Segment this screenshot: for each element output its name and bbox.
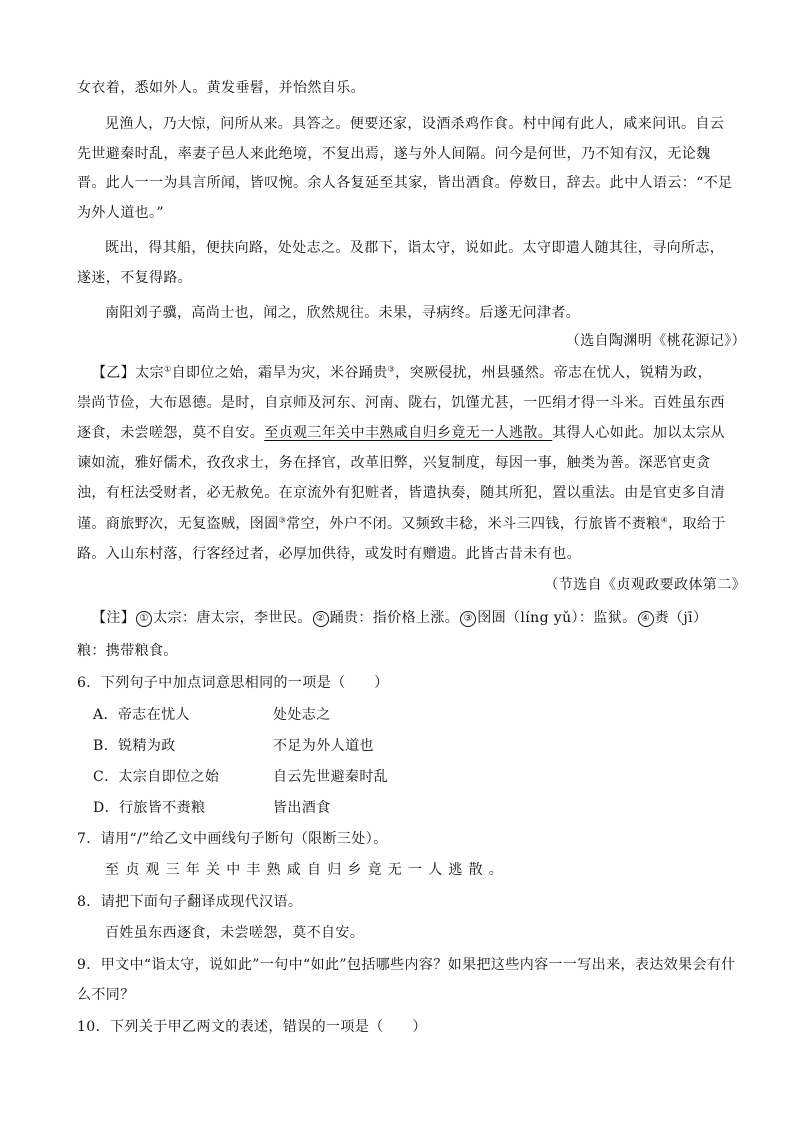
text-run: ，突厥侵扰，州县骚然。帝志在忧人，锐精为政， — [395, 365, 712, 381]
question-9-continued: 么不同？ — [77, 987, 135, 1003]
option-b[interactable] — [93, 736, 763, 756]
notes-line — [92, 608, 762, 628]
text-run: 逐食，未尝嗟怨，莫不自安。 — [77, 425, 265, 441]
passage-line: 崇尚节俭，大布恩德。是时，自京师及河东、河南、陇右，饥馑尤甚，一匹绢才得一斗米。百姓虽东西 — [77, 395, 725, 411]
footnote-marker: ④ — [660, 515, 669, 525]
passage-source: （选自陶渊明《桃花源记》） — [565, 333, 746, 349]
option-text: 处处志之 — [273, 707, 331, 723]
passage-line: 先世避秦时乱，率妻子邑人来此绝境，不复出焉，遂与外人间隔。问今是何世，乃不知有汉，无论魏 — [77, 146, 711, 162]
text-run: ，取给于 — [668, 516, 726, 532]
question-6: 6．下列句子中加点词意思相同的一项是（ ） — [77, 675, 389, 691]
notes-tag: 【注】 — [92, 610, 136, 626]
footnote-marker: ③ — [387, 364, 396, 374]
passage-line: 谏如流，雅好儒术，孜孜求士，务在择官，改革旧弊，兴复制度，每因一事，触类为善。深恶官吏贪 — [77, 455, 711, 471]
passage-line: 晋。此人一一为具言所闻，皆叹惋。余人各复延至其家，皆出酒食。停数日，辞去。此中人语云：“不足 — [77, 175, 733, 191]
notes-line: 粮：携带粮食。 — [77, 643, 178, 659]
passage-line: 女衣着，悉如外人。黄发垂髫，并怡然自乐。 — [77, 80, 365, 96]
note-text: 踊贵：指价格上涨。 — [329, 610, 460, 626]
option-c[interactable] — [93, 767, 763, 787]
passage-line: 浊，有枉法受财者，必无赦免。在京流外有犯赃者，皆遣执奏，随其所犯，置以重法。由是官吏多自清 — [77, 485, 725, 501]
passage-tag: 【乙】 — [92, 365, 136, 381]
option-text: C．太宗自即位之始 — [93, 769, 220, 785]
passage-line: 遂迷，不复得路。 — [77, 270, 193, 286]
text-run: 太宗 — [135, 365, 165, 381]
text-run: 自即位之始，霜旱为灾，米谷踊贵 — [171, 365, 388, 381]
question-9: 9．甲文中“诣太守，说如此”一句中“如此”包括哪些内容？如果把这些内容一一写出来，表达效果会有什 — [77, 957, 736, 973]
question-7: 7．请用“/”给乙文中画线句子断句（限断三处）。 — [77, 831, 388, 847]
option-text: B．锐精为政 — [93, 738, 176, 754]
option-text: 自云先世避秦时乱 — [273, 769, 389, 785]
question-7-sentence: 至贞观三年关中丰熟咸自归乡竟无一人逃散。 — [105, 862, 509, 878]
passage-line — [77, 514, 747, 534]
question-10: 10．下列关于甲乙两文的表述，错误的一项是（ ） — [77, 1019, 427, 1035]
option-text: D．行旅皆不赉粮 — [93, 800, 206, 816]
option-text: A．帝志在忧人 — [93, 707, 190, 723]
text-run: 谨。商旅野次，无复盗贼，囹圄 — [77, 516, 279, 532]
option-text: 不足为外人道也 — [273, 738, 374, 754]
footnote-marker: ① — [164, 364, 172, 374]
passage-line: 南阳刘子骥，高尚士也，闻之，欣然规往。未果，寻病终。后遂无问津者。 — [105, 305, 581, 321]
passage-source: （节选自《贞观政要政体第二》 — [544, 577, 746, 593]
passage-line: 见渔人，乃大惊，问所从来。具答之。便要还家，设酒杀鸡作食。村中闻有此人，咸来问讯。自云 — [105, 116, 725, 132]
text-run: 其得人心如此。加以太宗从 — [552, 425, 726, 441]
option-text: 皆出酒食 — [273, 800, 331, 816]
note-number: ③ — [460, 611, 476, 627]
note-number: ① — [136, 611, 152, 627]
footnote-marker: ③ — [278, 515, 287, 525]
passage-line — [77, 423, 747, 443]
passage-line: 为外人道也。” — [77, 205, 164, 221]
note-number: ② — [313, 611, 329, 627]
option-a[interactable] — [93, 705, 763, 725]
note-text: 太宗：唐太宗，李世民。 — [153, 610, 312, 626]
note-text: 赉（jī） — [654, 610, 708, 626]
underlined-sentence: 至贞观三年关中丰熟咸自归乡竟无一人逃散。 — [264, 425, 553, 441]
passage-line: 既出，得其船，便扶向路，处处志之。及郡下，诣太守，说如此。太守即遣人随其往，寻向所志， — [105, 240, 725, 256]
note-number: ④ — [638, 611, 654, 627]
option-d[interactable] — [93, 798, 763, 818]
note-text: 囹圄（líng yǔ）：监狱。 — [477, 610, 637, 626]
passage-line — [92, 363, 762, 383]
question-8: 8．请把下面句子翻译成现代汉语。 — [77, 894, 303, 910]
question-8-sentence: 百姓虽东西逐食，未尝嗟怨，莫不自安。 — [105, 925, 365, 941]
passage-line: 路。入山东村落，行客经过者，必厚加供待，或发时有赠遗。此皆古昔未有也。 — [77, 546, 581, 562]
text-run: 常空，外户不闭。又频致丰稔，米斗三四钱，行旅皆不赉粮 — [286, 516, 661, 532]
